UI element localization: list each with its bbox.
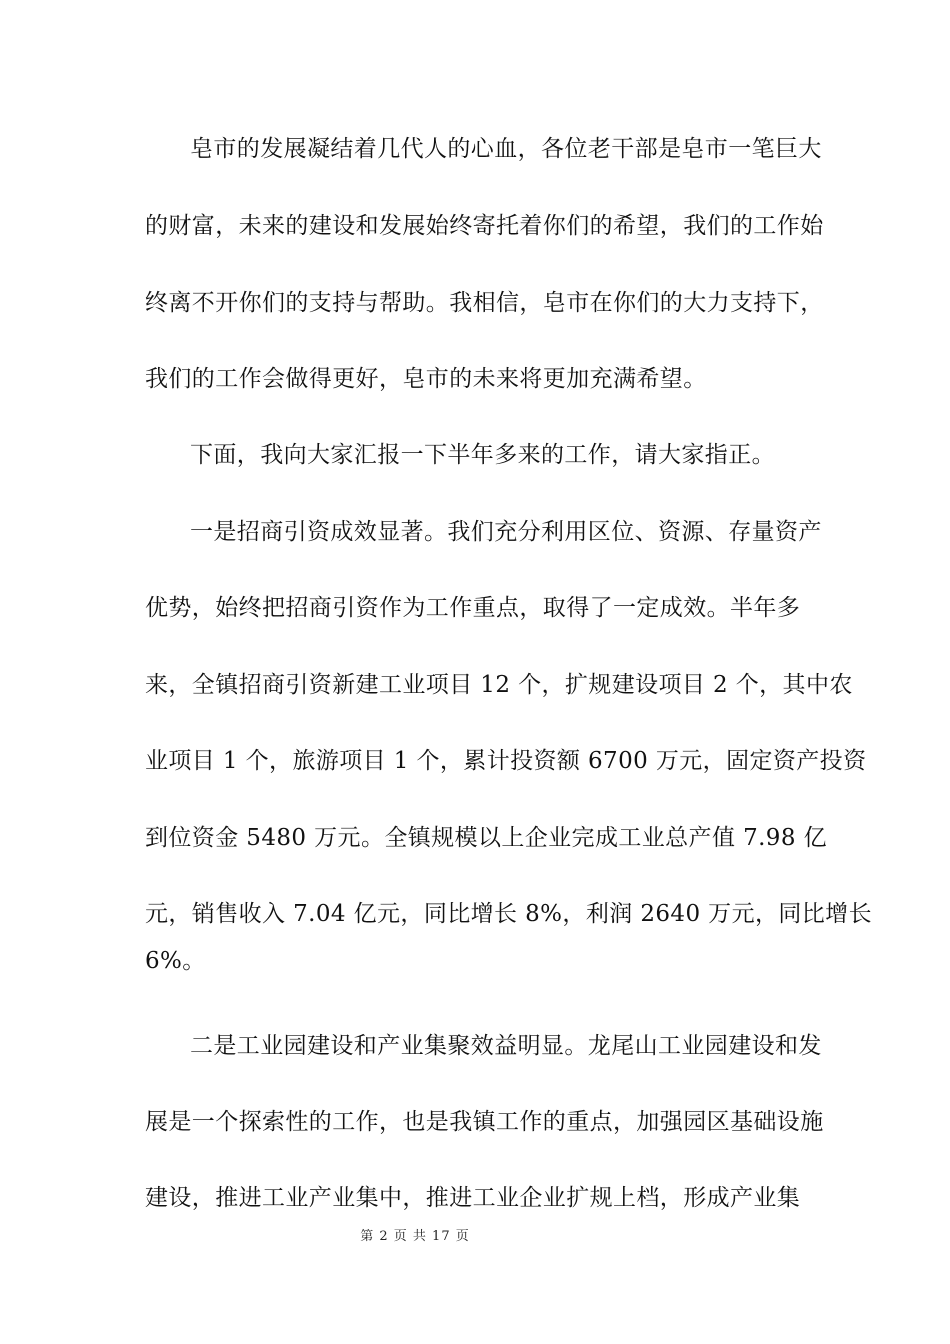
paragraph-3-line-5: 到位资金 5480 万元。全镇规模以上企业完成工业总产值 7.98 亿 <box>145 825 827 851</box>
paragraph-1-line-1: 皂市的发展凝结着几代人的心血，各位老干部是皂市一笔巨大 <box>190 136 822 162</box>
paragraph-4-line-1: 二是工业园建设和产业集聚效益明显。龙尾山工业园建设和发 <box>190 1033 822 1059</box>
paragraph-3-line-4: 业项目 1 个，旅游项目 1 个，累计投资额 6700 万元，固定资产投资 <box>145 748 867 774</box>
paragraph-4-line-3: 建设，推进工业产业集中，推进工业企业扩规上档，形成产业集 <box>145 1185 801 1211</box>
paragraph-2-line-1: 下面，我向大家汇报一下半年多来的工作，请大家指正。 <box>190 442 775 468</box>
page-number-footer: 第 2 页 共 17 页 <box>360 1229 470 1244</box>
paragraph-1-line-4: 我们的工作会做得更好，皂市的未来将更加充满希望。 <box>145 366 707 392</box>
paragraph-1-line-2: 的财富，未来的建设和发展始终寄托着你们的希望，我们的工作始 <box>145 213 824 239</box>
paragraph-1-line-3: 终离不开你们的支持与帮助。我相信，皂市在你们的大力支持下， <box>145 290 824 316</box>
paragraph-3-line-7: 6%。 <box>145 948 206 974</box>
paragraph-3-line-3: 来，全镇招商引资新建工业项目 12 个，扩规建设项目 2 个，其中农 <box>145 672 853 698</box>
paragraph-4-line-2: 展是一个探索性的工作，也是我镇工作的重点，加强园区基础设施 <box>145 1109 824 1135</box>
paragraph-3-line-6: 元，销售收入 7.04 亿元，同比增长 8%，利润 2640 万元，同比增长 <box>145 901 872 927</box>
paragraph-3-line-2: 优势，始终把招商引资作为工作重点，取得了一定成效。半年多 <box>145 595 801 621</box>
paragraph-3-line-1: 一是招商引资成效显著。我们充分利用区位、资源、存量资产 <box>190 519 822 545</box>
